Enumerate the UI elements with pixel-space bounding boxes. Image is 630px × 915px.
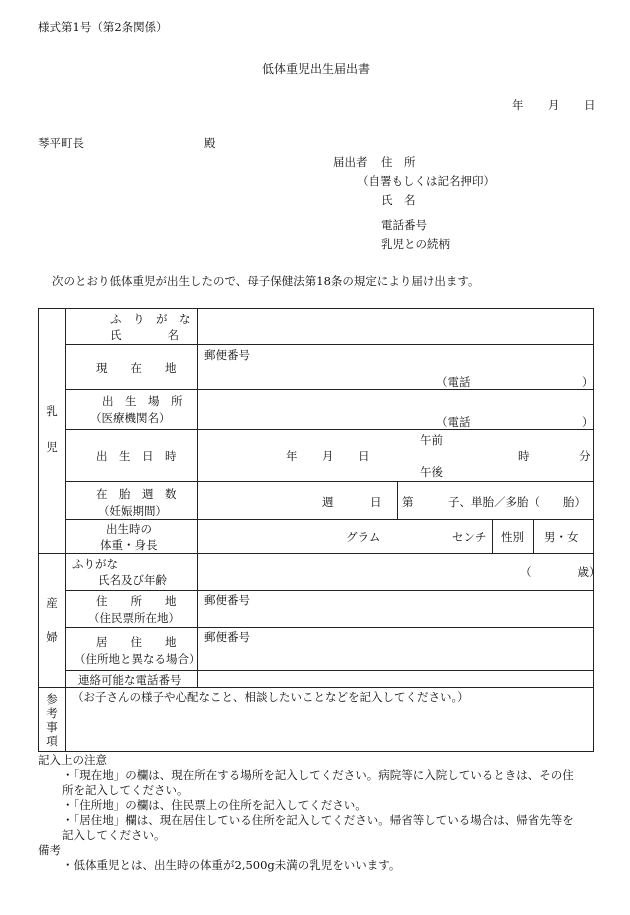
reporter-label: 届出者 <box>333 155 368 169</box>
instruction-item-3: ・「居住地」欄は、現在居住している住所を記入してください。帰省等している場合は、帰省先等を <box>62 813 574 827</box>
remarks-section-text: ・低体重児とは、出生時の体重が2,500g未満の乳児をいいます。 <box>62 858 401 872</box>
mother-address-sub: （住民票所在地） <box>88 611 180 625</box>
date-year[interactable]: 年 <box>512 98 524 112</box>
instructions-title: 記入上の注意 <box>38 753 107 767</box>
remarks-side-label-1: 参 <box>46 692 58 706</box>
instruction-item-1-cont: 所を記入してください。 <box>62 783 189 797</box>
infant-postal-label[interactable]: 郵便番号 <box>204 348 250 362</box>
mother-residence-sub: （住所地と異なる場合） <box>74 652 201 666</box>
infant-tel-close: ） <box>582 375 594 389</box>
instruction-item-1: ・「現在地」の欄は、現在所在する場所を記入してください。病院等に入院しているときは、その住 <box>62 768 574 782</box>
document-title: 低体重児出生届出書 <box>262 62 371 76</box>
infant-tel-open[interactable]: （電話 <box>436 375 471 389</box>
infant-birth-datetime-label: 出 生 日 時 <box>96 449 177 463</box>
remarks-field[interactable] <box>66 704 593 751</box>
gestation-days[interactable]: 日 <box>370 495 382 509</box>
mother-address-label: 住 所 地 <box>96 594 177 608</box>
reporter-address-label: 住 所 <box>381 155 416 169</box>
birth-pm[interactable]: 午後 <box>420 465 443 479</box>
infant-side-label-2: 児 <box>46 440 58 454</box>
infant-name-label: 氏 名 <box>110 328 179 342</box>
instruction-item-2: ・「住所地」の欄は、住民票上の住所を記入してください。 <box>62 798 367 812</box>
measure-sub: 体重・身長 <box>100 538 158 552</box>
date-day[interactable]: 日 <box>584 98 596 112</box>
birth-day[interactable]: 日 <box>358 449 370 463</box>
remarks-side-label-3: 事 <box>46 720 58 734</box>
height-cm[interactable]: センチ <box>452 530 487 544</box>
birth-hour[interactable]: 時 <box>518 449 530 463</box>
birth-month[interactable]: 月 <box>322 449 334 463</box>
reporter-name-label: 氏 名 <box>381 193 416 207</box>
birth-year[interactable]: 年 <box>286 449 298 463</box>
mother-phone-label: 連絡可能な電話番号 <box>78 673 182 687</box>
infant-furigana-label: ふ り が な <box>110 312 191 326</box>
gestation-weeks[interactable]: 週 <box>322 495 334 509</box>
form-number: 様式第1号（第2条関係） <box>38 20 168 34</box>
gestation-label: 在 胎 週 数 <box>96 487 177 501</box>
mother-residence-postal-label[interactable]: 郵便番号 <box>204 630 250 644</box>
mother-age[interactable]: （ 歳） <box>520 565 601 579</box>
birth-place-tel-open[interactable]: （電話 <box>436 415 471 429</box>
birth-minute[interactable]: 分 <box>579 449 591 463</box>
birth-am[interactable]: 午前 <box>420 433 443 447</box>
intro-statement: 次のとおり低体重児が出生したので、母子保健法第18条の規定により届け出ます。 <box>52 274 480 288</box>
gestation-sub: （妊娠期間） <box>98 504 167 518</box>
infant-name-field[interactable] <box>198 309 593 344</box>
sex-label: 性別 <box>501 530 524 544</box>
addressee-honorific: 殿 <box>204 136 216 150</box>
mother-side-label-2: 婦 <box>46 630 58 644</box>
mother-phone-field[interactable] <box>198 671 593 687</box>
sex-options[interactable]: 男・女 <box>544 530 579 544</box>
reporter-relation-label: 乳児との続柄 <box>381 237 450 251</box>
reporter-sign-note: （自署もしくは記名押印） <box>357 174 495 188</box>
mother-furigana-label: ふりがな <box>72 557 118 571</box>
weight-gram[interactable]: グラム <box>346 530 381 544</box>
remarks-note: （お子さんの様子や心配なこと、相談したいことなどを記入してください。） <box>72 690 469 704</box>
infant-birth-place-sub: （医療機関名） <box>90 411 171 425</box>
mother-residence-label: 居 住 地 <box>96 635 177 649</box>
date-month[interactable]: 月 <box>548 98 560 112</box>
report-form-table <box>38 308 601 752</box>
remarks-section-title: 備考 <box>38 843 61 857</box>
birth-order[interactable]: 第 子、単胎／多胎（ 胎） <box>402 495 586 509</box>
mother-postal-label[interactable]: 郵便番号 <box>204 593 250 607</box>
measure-label: 出生時の <box>106 522 152 536</box>
instructions-block <box>38 753 574 873</box>
remarks-side-label-4: 項 <box>46 734 58 748</box>
birth-place-tel-close: ） <box>582 415 594 429</box>
infant-birth-place-label: 出 生 場 所 <box>102 394 183 408</box>
infant-side-label-1: 乳 <box>46 404 58 418</box>
instruction-item-3-cont: 記入してください。 <box>62 828 166 842</box>
addressee-town: 琴平町長 <box>38 136 84 150</box>
remarks-side-label-2: 考 <box>46 706 58 720</box>
mother-name-age-label: 氏名及び年齢 <box>98 573 167 587</box>
reporter-phone-label: 電話番号 <box>381 218 427 232</box>
infant-current-address-label: 現 在 地 <box>96 361 177 375</box>
mother-side-label-1: 産 <box>46 596 58 610</box>
